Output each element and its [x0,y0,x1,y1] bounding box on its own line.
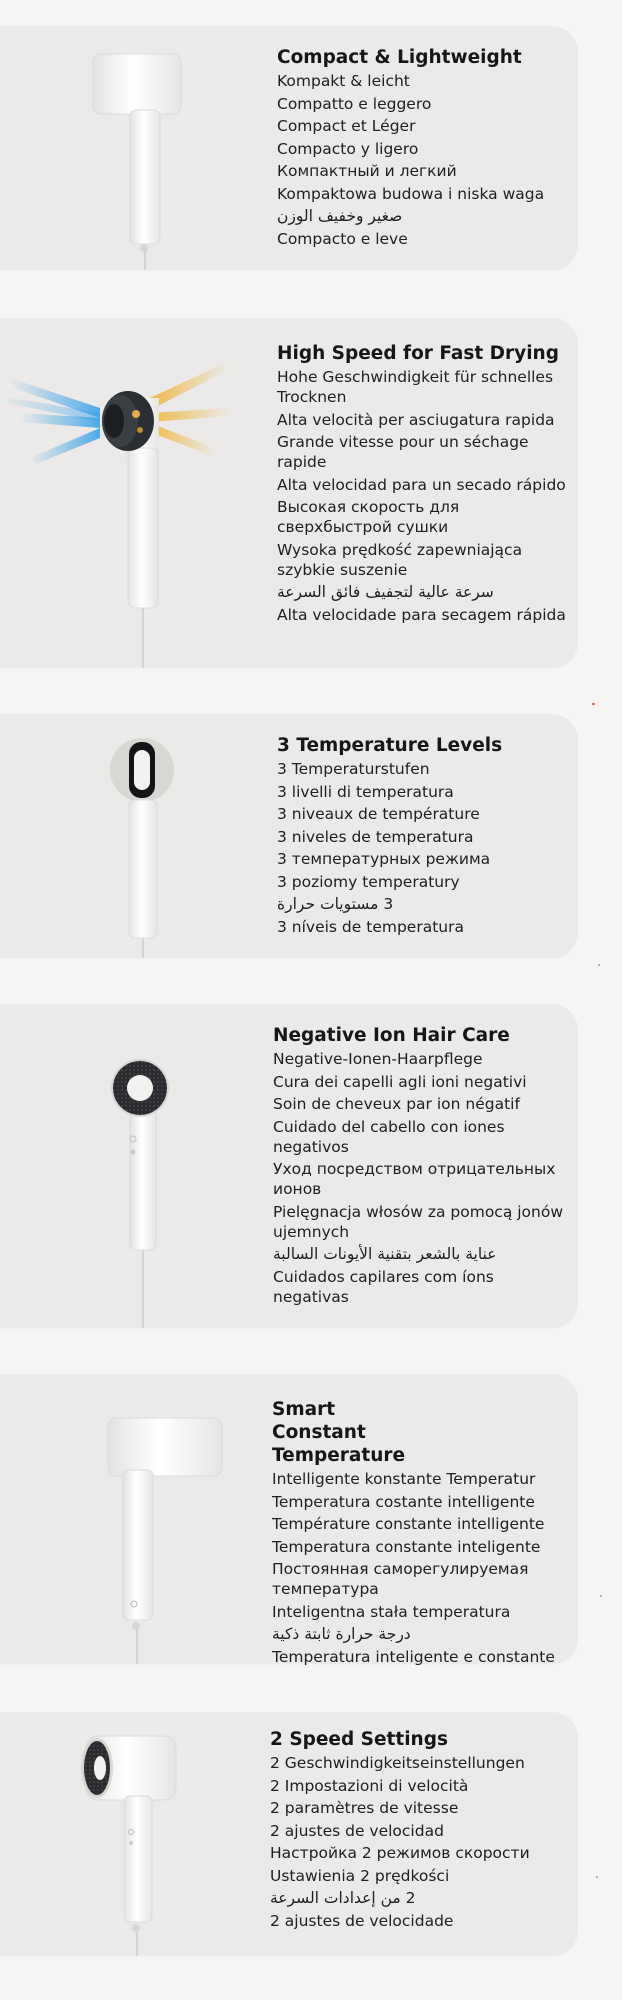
feature-line-ar: درجة حرارة ثابتة ذكية [272,1625,411,1643]
feature-line-ru: Компактный и легкий [277,162,457,180]
feature-title: High Speed for Fast Drying [277,343,559,364]
feature-line-fr: 3 niveaux de température [277,805,480,823]
feature-line-pt: Temperatura inteligente e constante [272,1647,555,1666]
feature-line-ru: Постоянная саморегулируемая температура [272,1560,529,1598]
feature-line-fr: Température constante intelligente [272,1515,545,1533]
speck [598,964,600,966]
feature-line-es: 3 niveles de temperatura [277,827,474,846]
feature-line-es: Cuidado del cabello con iones negativos [273,1117,505,1156]
feature-line-de: Negative-Ionen-Haarpflege [273,1050,483,1068]
feature-title: Smart Constant Temperature [272,1399,406,1466]
feature-line-it: 3 livelli di temperatura [277,782,454,801]
speck [596,1876,598,1878]
feature-line-ru: Высокая скорость для сверхбыстрой сушки [277,498,460,536]
feature-line-fr: Soin de cheveux par ion négatif [273,1095,520,1113]
hair-dryer-angled-image [0,1712,270,1956]
hair-dryer-side-image [0,1374,270,1664]
feature-line-ar: صغير وخفيف الوزن [277,207,403,225]
feature-line-ru: 3 температурных режима [277,850,491,868]
feature-line-it: Temperatura costante intelligente [272,1492,535,1511]
feature-line-ar: 3 مستويات حرارة [277,895,394,913]
feature-line-de: 3 Temperaturstufen [277,760,430,778]
feature-line-de: Hohe Geschwindigkeit für schnelles Trocknen [277,368,554,406]
feature-line-de: 2 Geschwindigkeitseinstellungen [270,1754,525,1772]
feature-line-ar: سرعة عالية لتجفيف فائق السرعة [277,583,494,601]
hair-dryer-airflow-image [0,318,270,668]
feature-line-de: Kompakt & leicht [277,72,410,90]
feature-line-pl: Pielęgnacja włosów za pomocą jonów ujemnych [273,1202,564,1241]
feature-line-ar: عناية بالشعر بتقنية الأيونات السالبة [273,1245,497,1263]
feature-line-it: Alta velocità per asciugatura rapida [277,410,555,429]
feature-line-ar: 2 من إعدادات السرعة [270,1889,416,1907]
hair-dryer-side-image [0,26,270,270]
feature-line-pt: Cuidados capilares com íons negativas [273,1267,494,1306]
feature-line-fr: 2 paramètres de vitesse [270,1799,459,1817]
feature-title: Negative Ion Hair Care [273,1025,510,1046]
feature-line-pl: Inteligentna stała temperatura [272,1602,511,1621]
feature-line-fr: Compact et Léger [277,117,416,135]
feature-line-de: Intelligente konstante Temperatur [272,1470,536,1488]
feature-card-high-speed [0,318,578,668]
feature-card-compact [0,26,578,270]
feature-line-pl: Ustawienia 2 prędkości [270,1866,450,1885]
feature-line-es: Alta velocidad para un secado rápido [277,475,566,494]
feature-line-pl: 3 poziomy temperatury [277,872,460,891]
feature-line-fr: Grande vitesse pour un séchage rapide [277,433,529,471]
feature-title: Compact & Lightweight [277,47,522,68]
feature-line-ru: Уход посредством отрицательных ионов [273,1160,556,1198]
feature-line-ru: Настройка 2 режимов скорости [270,1844,530,1862]
hair-dryer-front-image [0,714,270,958]
feature-card-temperature [0,714,578,958]
hair-dryer-rear-image [0,1004,270,1328]
feature-line-pt: 3 níveis de temperatura [277,917,464,936]
feature-line-pt: Compacto e leve [277,229,408,248]
feature-line-it: 2 Impostazioni di velocità [270,1776,469,1795]
feature-line-es: 2 ajustes de velocidad [270,1821,444,1840]
feature-line-it: Cura dei capelli agli ioni negativi [273,1072,527,1091]
feature-line-pl: Wysoka prędkość zapewniająca szybkie suszenie [277,540,523,579]
feature-card-negative-ion [0,1004,578,1328]
feature-line-pl: Kompaktowa budowa i niska waga [277,184,545,203]
speck [592,703,595,705]
feature-title: 3 Temperature Levels [277,735,503,756]
feature-line-pt: 2 ajustes de velocidade [270,1911,454,1930]
feature-line-pt: Alta velocidade para secagem rápida [277,605,566,624]
feature-line-es: Temperatura constante inteligente [272,1537,541,1556]
speck [600,1595,602,1597]
feature-line-es: Compacto y ligero [277,139,419,158]
feature-card-smart-temperature [0,1374,578,1664]
feature-title: 2 Speed Settings [270,1729,448,1750]
feature-line-it: Compatto e leggero [277,94,432,113]
feature-card-speed-settings [0,1712,578,1956]
